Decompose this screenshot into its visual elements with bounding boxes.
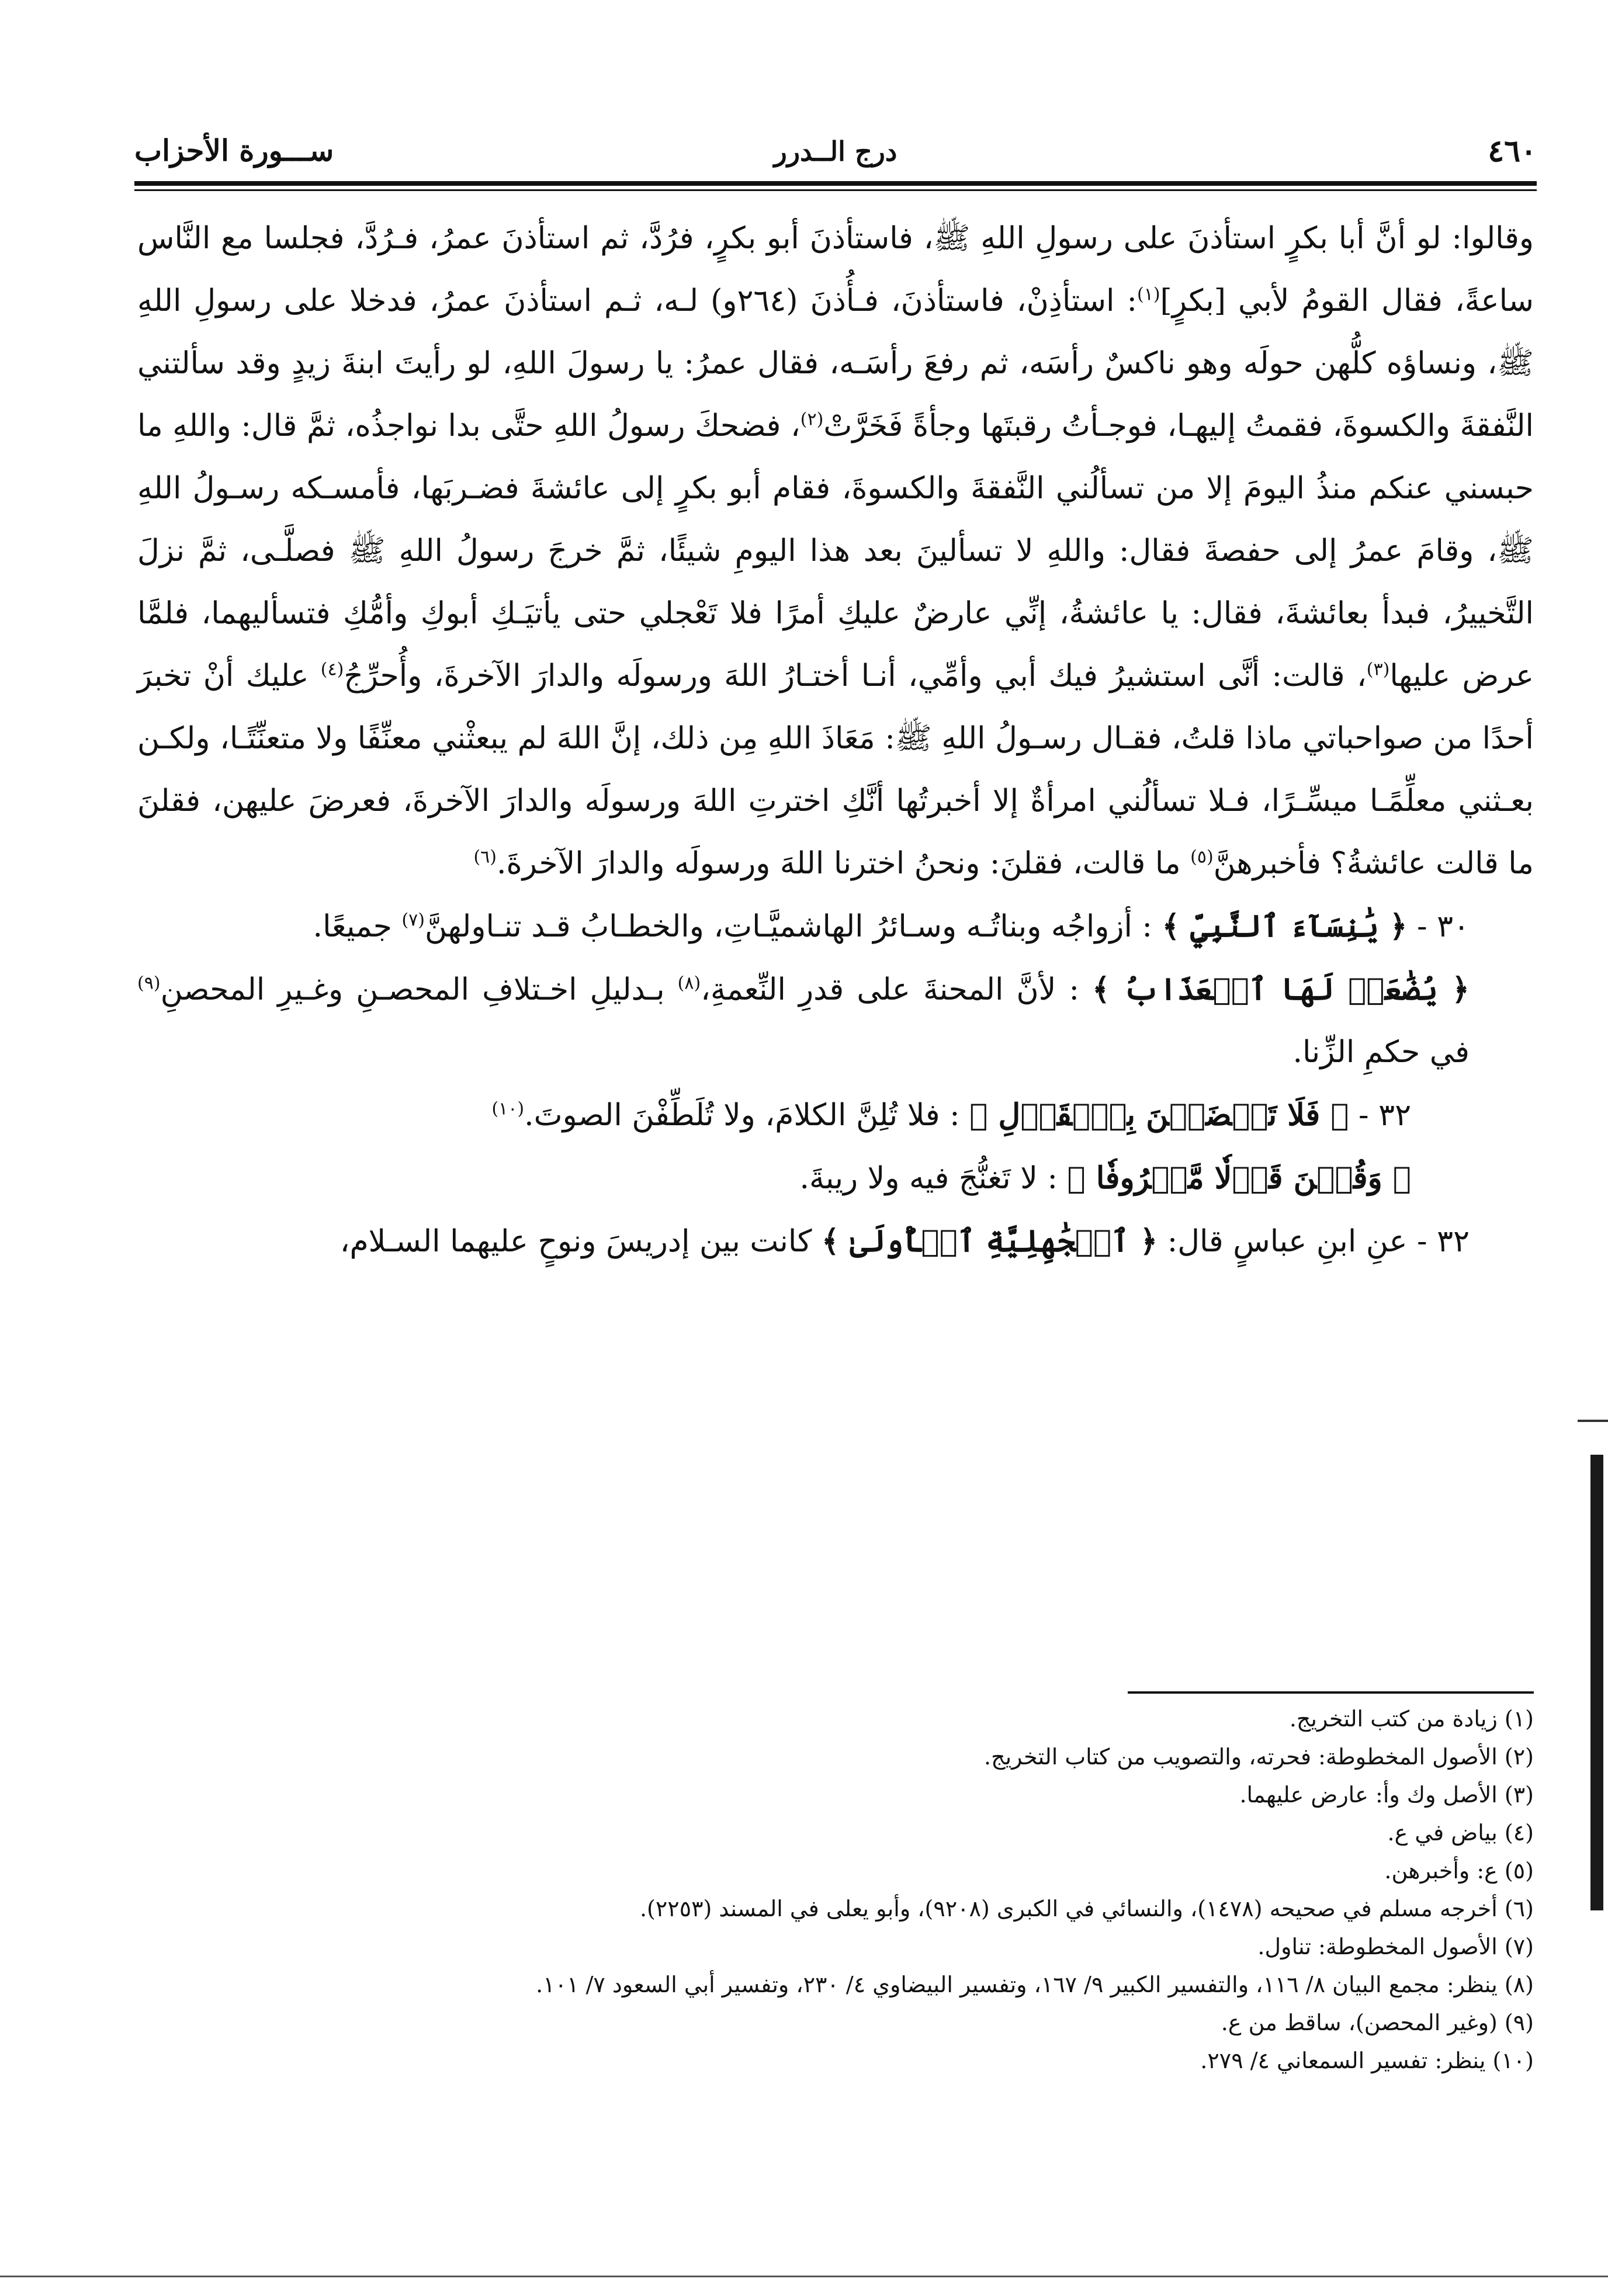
footnote-separator (1128, 1691, 1534, 1694)
quran-quote: ﴿ يَٰنِسَآءَ ٱلنَّبِيِّ ﴾ (1162, 908, 1408, 944)
text-run: جميعًا. (313, 909, 402, 944)
quran-quote: ﴿ ٱلۡجَٰهِلِيَّةِ ٱلۡأُولَىٰ ﴾ (821, 1223, 1158, 1259)
footnote-10: (١٠) ينظر: تفسير السمعاني ٤/ ٢٧٩. (1200, 2048, 1534, 2073)
text-run: ، فضحكَ رسولُ اللهِ حتَّى بدا نواجذُه، ثمَّ قال: واللهِ ما حبسني عنكم منذُ اليومَ إلا من تسألُني النَّفقةَ والكسوةَ، فقام أبو بكرٍ إلى عائشةَ فضـربَها، فأمسـكه رسـولُ اللهِ ﷺ، وقامَ عمرُ إلى حفصةَ فقال: واللهِ لا تسألينَ بعد هذا اليومِ شيئًا، ثمَّ خرجَ رسولُ اللهِ ﷺ فصلَّـى، ثمَّ نزلَ التَّخييرُ، فبدأ بعائشةَ، فقال: يا عائشةُ، إنِّي عارضٌ عليكِ أمرًا فلا تَعْجلي حتى يأتيَـكِ أبوكِ وأمُّكِ فتسأليهما، فلمَّا عرض عليها (137, 408, 1534, 693)
footnote-ref: (٧) (401, 910, 425, 931)
footnote-1: (١) زيادة من كتب التخريج. (1289, 1706, 1534, 1732)
footnote-ref: (٦) (473, 847, 497, 868)
text-run: : أزواجُه وبناتُـه وسـائرُ الهاشميَّـاتِ، والخطـابُ قـد تنـاولهنَّ (425, 909, 1162, 944)
footnote-ref: (١) (1136, 284, 1160, 305)
footnote-8: (٨) ينظر: مجمع البيان ٨/ ١١٦، والتفسير الكبير ٩/ ١٦٧، وتفسير البيضاوي ٤/ ٢٣٠، وتفسير أبي السعود ٧/ ١٠١. (536, 1972, 1534, 1997)
quran-quote: ﴿ وَقُلۡنَ قَوۡلٗا مَّعۡرُوفٗا ﴾ (1067, 1160, 1411, 1196)
scan-bottom-line (0, 2276, 1608, 2277)
verse-number: ٣٢ - (1349, 1098, 1411, 1133)
text-run: عليك أنْ تخبرَ أحدًا من صواحباتي ماذا قلتُ، فقـال رسـولُ اللهِ ﷺ: مَعَاذَ اللهِ مِن ذلك، إنَّ اللهَ لم يبعثْني معنِّفًا ولا متعنِّتًـا، ولكـن بعـثني معلِّمًـا ميسِّـرًا، فـلا تسألُني امرأةٌ إلا أخبرتُها أنَّكِ اخترتِ اللهَ ورسولَه والدارَ الآخرةَ، فعرضَ عليهن، فقلنَ ما قالت عائشةُ؟ فأخبرهنَّ (137, 658, 1534, 881)
text-run: كانت بين إدريسَ ونوحٍ عليهما السـلام، (339, 1224, 822, 1259)
footnote-ref: (٥) (1190, 847, 1214, 868)
quran-quote: ﴿ يُضَٰعَفۡ لَهَا ٱلۡعَذَابُ ﴾ (1092, 972, 1470, 1007)
footnote-7: (٧) الأصول المخطوطة: تناول. (1257, 1934, 1534, 1959)
header-rule-thin (134, 189, 1537, 191)
footnote-ref: (٢) (800, 409, 824, 430)
text-run: : فلا تُلِنَّ الكلامَ، ولا تُلَطِّفْنَ الصوتَ. (524, 1098, 970, 1133)
text-run: : لأنَّ المحنةَ على قدرِ النِّعمةِ، (701, 972, 1093, 1007)
main-text (137, 207, 1534, 1273)
text-run: في حكمِ الزِّنا. (1292, 1035, 1470, 1070)
quran-quote: ﴿ فَلَا تَخۡضَعۡنَ بِٱلۡقَوۡلِ ﴾ (969, 1097, 1349, 1133)
footnote-ref: (٣) (1366, 659, 1390, 680)
footnote-6: (٦) أخرجه مسلم في صحيحه (١٤٧٨)، والنسائي في الكبرى (٩٢٠٨)، وأبو يعلى في المسند (٢٢٥٣). (639, 1896, 1534, 1922)
verse-30-continued (137, 958, 1534, 1084)
surah-title: ســـورة الأحزاب (134, 133, 334, 168)
scan-edge-bar (1590, 1455, 1603, 1910)
verse-32-continued (137, 1147, 1534, 1210)
verse-33 (137, 1210, 1534, 1273)
footnote-4: (٤) بياض في ع. (1387, 1820, 1534, 1846)
footnotes (137, 1700, 1534, 2080)
footnote-5: (٥) ع: وأخبرهن. (1384, 1858, 1534, 1884)
footnote-3: (٣) الأصل وك وأ: عارض عليهما. (1239, 1782, 1534, 1808)
verse-30 (137, 895, 1534, 958)
footnote-ref: (٤) (320, 659, 344, 680)
text-run: عنِ ابنِ عباسٍ قال: (1158, 1224, 1408, 1259)
footnote-ref: (٩) (137, 973, 161, 994)
footnote-2: (٢) الأصول المخطوطة: فحرته، والتصويب من كتاب التخريج. (984, 1744, 1534, 1770)
footnote-ref: (٨) (677, 973, 701, 994)
verse-32 (137, 1084, 1534, 1147)
header-rule-thick (134, 181, 1537, 186)
footnote-9: (٩) (وغير المحصن)، ساقط من ع. (1221, 2010, 1534, 2035)
text-run: : لا تَغنُّجَ فيه ولا ريبةَ. (799, 1161, 1068, 1196)
text-run: بـدليلِ اخـتلافِ المحصـنِ وغـيرِ المحصنِ (160, 972, 678, 1007)
text-run: ما قالت، فقلنَ: ونحنُ اخترنا اللهَ ورسولَه والدارَ الآخرةَ. (497, 846, 1191, 881)
paragraph-hadith (137, 207, 1534, 895)
page-header (134, 133, 1537, 174)
verse-number: ٣٢ - (1407, 1224, 1470, 1259)
footnote-ref: (١٠) (491, 1098, 525, 1119)
text-run: : استأذِنْ، فاستأذنَ، فـأُذنَ (٢٦٤و) لـه، ثـم استأذنَ عمرُ، فدخلا على رسولِ اللهِ ﷺ، ونساؤه كلُّهن حولَه وهو ناكسٌ رأسَه، ثم رفعَ رأسَـه، فقال عمرُ: يا رسولَ اللهِ، لو رأيتَ ابنةَ زيدٍ وقد سألتني النَّفقةَ والكسوةَ، فقمتُ إليهـا، فوجـأتُ رقبتَها وجأةً فَخَرَّتْ (137, 283, 1534, 443)
text-run: ، قالت: أنَّى استشيرُ فيك أبي وأمِّي، أنـا أختـارُ اللهَ ورسولَه والدارَ الآخرةَ، وأُحرِّجُ (344, 658, 1367, 693)
page-number: ٤٦٠ (1488, 133, 1537, 169)
verse-number: ٣٠ - (1407, 909, 1470, 944)
text-run: وقالوا: لو أنَّ أبا بكرٍ استأذنَ على رسولِ اللهِ ﷺ، فاستأذنَ أبو بكرٍ، فرُدَّ، ثم استأذنَ عمرُ، فـرُدَّ، فجلسا مع النَّاس ساعةً، فقال القومُ لأبي [بكرٍ] (137, 221, 1534, 318)
scan-edge-tick (1578, 1420, 1608, 1422)
book-title: درج الــدرر (774, 136, 897, 167)
